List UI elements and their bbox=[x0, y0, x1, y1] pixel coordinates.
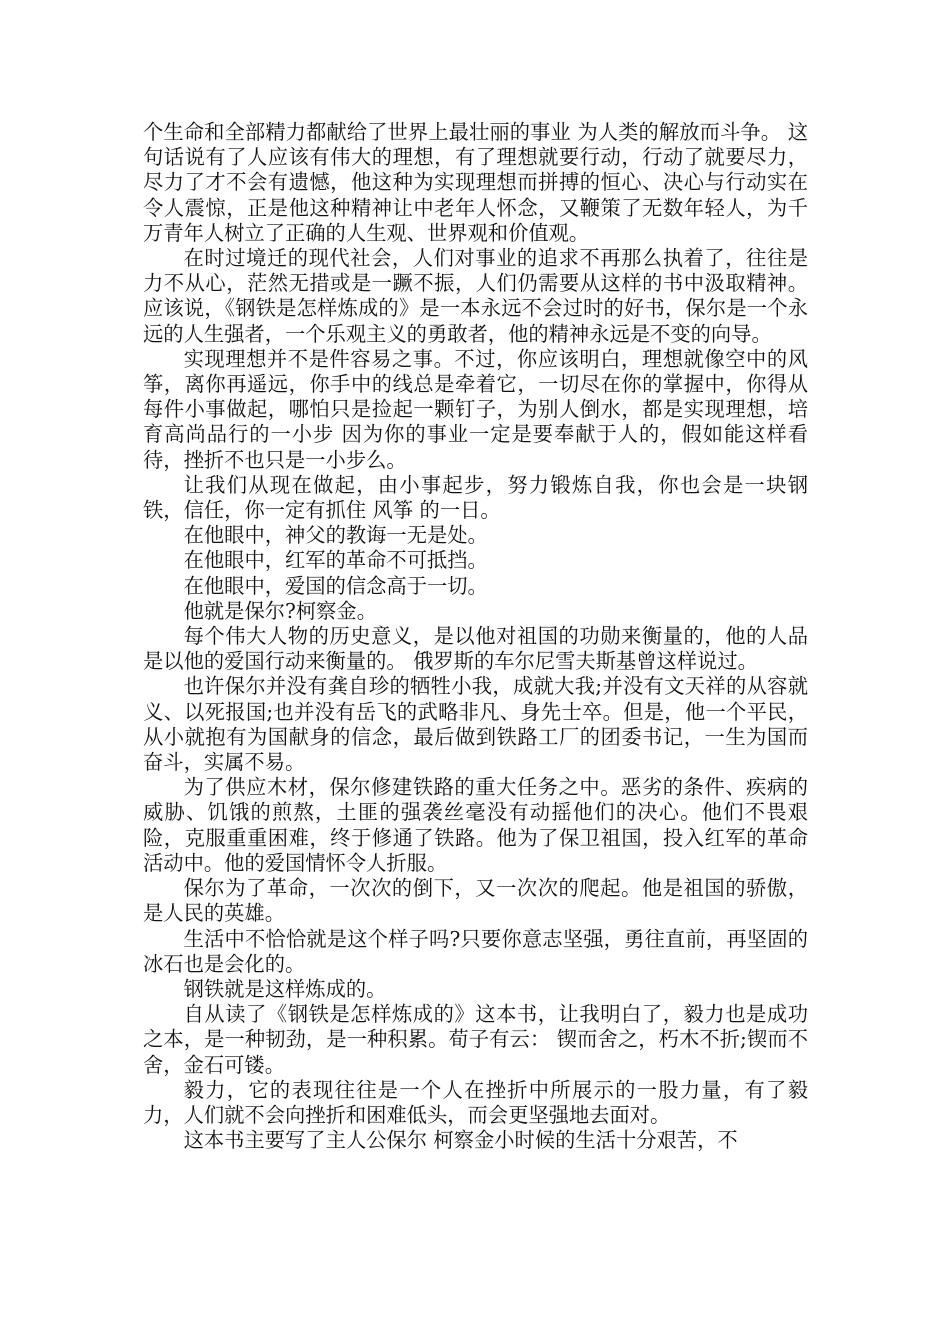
paragraph: 钢铁就是这样炼成的。 bbox=[183, 976, 387, 1001]
paragraph: 在他眼中，红军的革命不可抵挡。 bbox=[183, 548, 488, 573]
paragraph: 在他眼中，爱国的信念高于一切。 bbox=[183, 573, 488, 598]
paragraph: 让我们从现在做起，由小事起步，努力锻炼自我，你也会是一块钢铁，信任，你一定有抓住 风筝 的一日。 bbox=[143, 472, 808, 523]
paragraph: 实现理想并不是件容易之事。不过，你应该明白，理想就像空中的风筝，离你再遥远，你手中的线总是牵着它，一切尽在你的掌握中，你得从每件小事做起，哪怕只是捡起一颗钉子，为别人倒水，都是实现理想，培育高尚品行的一小步 因为你的事业一定是要奉献于人的，假如能这样看待，挫折不也只是一小步么。 bbox=[143, 346, 808, 472]
paragraph: 保尔为了革命，一次次的倒下，又一次次的爬起。他是祖国的骄傲，是人民的英雄。 bbox=[143, 876, 808, 926]
paragraph: 他就是保尔?柯察金。 bbox=[183, 598, 377, 623]
paragraph: 这本书主要写了主人公保尔 柯察金小时候的生活十分艰苦，不 bbox=[183, 1128, 738, 1153]
paragraph: 毅力，它的表现往往是一个人在挫折中所展示的一股力量，有了毅力，人们就不会向挫折和困难低头，而会更坚强地去面对。 bbox=[143, 1077, 808, 1127]
paragraph: 为了供应木材，保尔修建铁路的重大任务之中。恶劣的条件、疾病的威胁、饥饿的煎熬，土匪的强袭丝毫没有动摇他们的决心。他们不畏艰险，克服重重困难，终于修通了铁路。他为了保卫祖国，投入红军的革命活动中。他的爱国情怀令人折服。 bbox=[143, 775, 808, 875]
paragraph: 在他眼中，神父的教诲一无是处。 bbox=[183, 523, 488, 548]
paragraph: 自从读了《钢铁是怎样炼成的》这本书，让我明白了，毅力也是成功之本，是一种韧劲，是一种积累。荀子有云： 锲而舍之，朽木不折;锲而不舍，金石可镂。 bbox=[143, 1002, 808, 1077]
paragraph: 生活中不恰恰就是这个样子吗?只要你意志坚强，勇往直前，再坚固的冰石也是会化的。 bbox=[143, 926, 808, 976]
paragraph: 也许保尔并没有龚自珍的牺牲小我，成就大我;并没有文天祥的从容就义、以死报国;也并没有岳飞的武略非凡、身先士卒。但是，他一个平民，从小就抱有为国献身的信念，最后做到铁路工厂的团委书记，一生为国而奋斗，实属不易。 bbox=[143, 674, 808, 775]
paragraph: 个生命和全部精力都献给了世界上最壮丽的事业 为人类的解放而斗争。 这句话说有了人应该有伟大的理想，有了理想就要行动，行动了就要尽力，尽力了才不会有遗憾，他这种为实现理想而拼搏的恒心、决心与行动实在令人震惊，正是他这种精神让中老年人怀念，又鞭策了无数年轻人，为千万青年人树立了正确的人生观、世界观和价值观。 bbox=[143, 120, 808, 245]
paragraph: 每个伟大人物的历史意义，是以他对祖国的功勋来衡量的，他的人品是以他的爱国行动来衡量的。 俄罗斯的车尔尼雪夫斯基曾这样说过。 bbox=[143, 624, 808, 674]
document-body bbox=[143, 120, 808, 1153]
paragraph: 在时过境迁的现代社会，人们对事业的追求不再那么执着了，往往是力不从心，茫然无措或是一蹶不振，人们仍需要从这样的书中汲取精神。应该说，《钢铁是怎样炼成的》是一本永远不会过时的好书，保尔是一个永远的人生强者，一个乐观主义的勇敢者，他的精神永远是不变的向导。 bbox=[143, 246, 808, 346]
